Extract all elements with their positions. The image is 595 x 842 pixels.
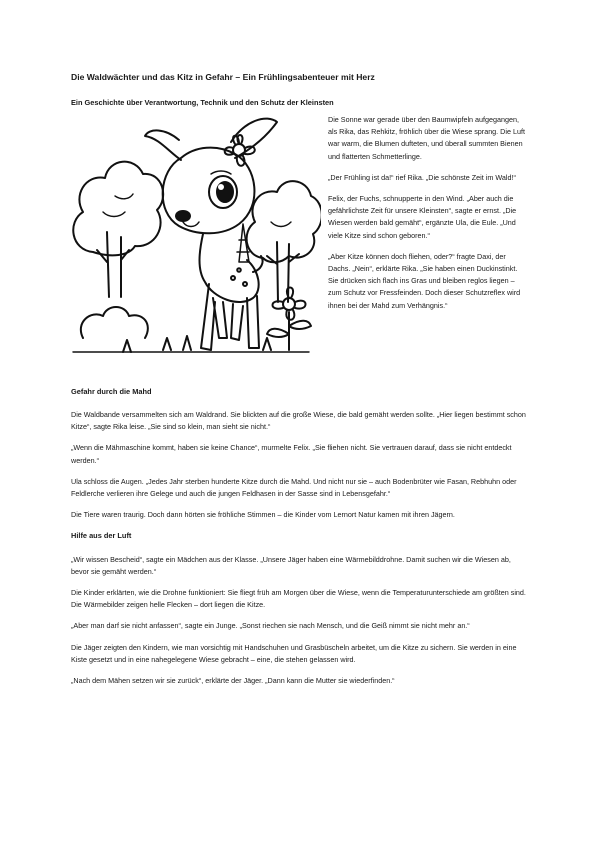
body-paragraph: Die Waldbande versammelten sich am Waldrand. Sie blickten auf die große Wiese, die bald gemäht werden sollte. „Hier liegen bestimmt schon Kitze“, sagte Rika leise. „Sie sind so klein, man sieht sie nicht.“: [71, 410, 526, 432]
body-paragraph: „Wir wissen Bescheid“, sagte ein Mädchen aus der Klasse. „Unsere Jäger haben eine Wärmebilddrohne. Damit suchen wir die Wiesen ab, bevor sie gemäht werden.“: [71, 554, 511, 576]
body-paragraph: „Aber man darf sie nicht anfassen“, sagte ein Junge. „Sonst riechen sie nach Mensch, und die Geiß nimmt sie nicht mehr an.“: [71, 621, 470, 631]
body-paragraph: „Nach dem Mähen setzen wir sie zurück“, erklärte der Jäger. „Dann kann die Mutter sie wiederfinden.“: [71, 676, 395, 686]
body-paragraph: Die Kinder erklärten, wie die Drohne funktioniert: Sie fliegt früh am Morgen über die Wiese, wenn die Temperaturunterschiede am größten sind. Die Wärmebilder zeigen helle Flecken – dort liegen die Kitze.: [71, 588, 526, 610]
section-heading-mahd: Gefahr durch die Mahd: [71, 387, 152, 396]
intro-column: [328, 114, 528, 321]
intro-paragraph: Felix, der Fuchs, schnupperte in den Wind. „Aber auch die gefährlichste Zeit für unsere Kleinsten“, sagte er ernst. „Die Wiesen werden bald gemäht“, ergänzte Ula, die Eule. „Und viele Kitze sind schon geboren.“: [328, 194, 517, 240]
body-paragraph: Die Jäger zeigten den Kindern, wie man vorsichtig mit Handschuhen und Grasbüscheln arbeitet, um die Kitze zu sichern. Sie werden in eine Kiste gesetzt und in eine nahegelegene Wiese gebracht – eine, die stehen gelassen wird.: [71, 642, 517, 664]
body-paragraph: „Wenn die Mähmaschine kommt, haben sie keine Chance“, murmelte Felix. „Sie fliehen nicht. Sie vertrauen darauf, dass sie nicht entdeckt werden.“: [71, 443, 512, 465]
body-paragraph: Die Tiere waren traurig. Doch dann hörten sie fröhliche Stimmen – die Kinder vom Lernort Natur kamen mit ihren Jägern.: [71, 510, 455, 520]
intro-paragraph: Die Sonne war gerade über den Baumwipfeln aufgegangen, als Rika, das Rehkitz, fröhlich über die Wiese sprang. Die Luft war warm, die Blumen dufteten, und überall summten Bienen und flatterten Schmetterlinge.: [328, 115, 525, 161]
story-title: Die Waldwächter und das Kitz in Gefahr – Ein Frühlingsabenteuer mit Herz: [71, 72, 375, 82]
story-subtitle: Ein Geschichte über Verantwortung, Technik und den Schutz der Kleinsten: [71, 98, 334, 107]
fawn-coloring-illustration: [63, 112, 321, 374]
section-heading-luft: Hilfe aus der Luft: [71, 531, 132, 541]
intro-paragraph: „Der Frühling ist da!“ rief Rika. „Die schönste Zeit im Wald!“: [328, 172, 516, 182]
body-paragraph: Ula schloss die Augen. „Jedes Jahr sterben hunderte Kitze durch die Mahd. Und nicht nur sie – auch Bodenbrüter wie Fasan, Rebhuhn oder Feldlerche verlieren ihre Gelege und auch die jungen Feldhasen in der Sasse sind in Lebensgefahr.“: [71, 476, 517, 499]
story-body: [71, 387, 526, 696]
intro-paragraph: „Aber Kitze können doch fliehen, oder?“ fragte Daxi, der Dachs. „Nein“, erklärte Rika. „Sie haben einen Duckinstinkt. Sie drücken sich flach ins Gras und bleiben reglos liegen – zum Schutz vor Fressfeinden. Doch dieser Schutzreflex wird ihnen bei der Mahd zum Verhängnis.“: [328, 251, 521, 310]
